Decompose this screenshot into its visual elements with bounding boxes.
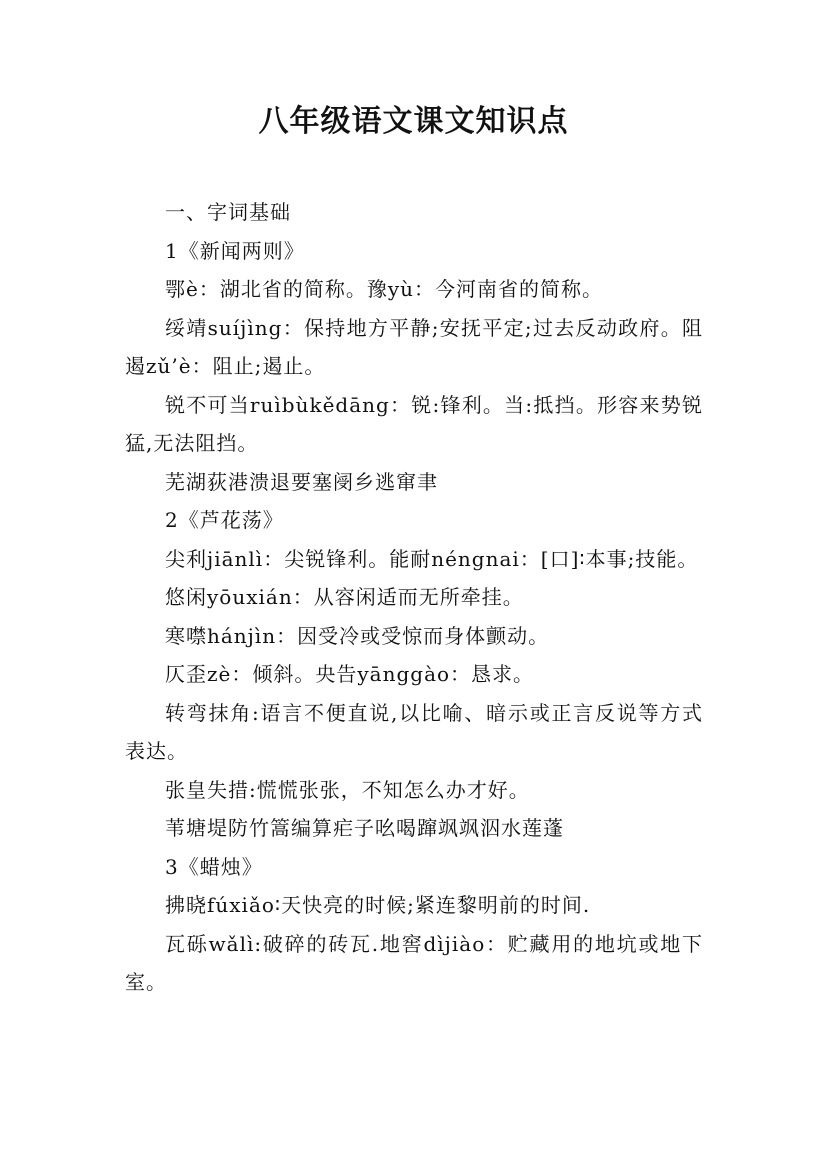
section-heading: 一、字词基础 xyxy=(165,200,291,224)
lesson-heading: 2《芦花荡》 xyxy=(165,508,284,532)
vocab-paragraph: 尖利jiānlì：尖锐锋利。能耐néngnai：[口]∶本事;技能。 xyxy=(165,546,699,571)
vocab-paragraph: 仄歪zè：倾斜。央告yānggào：恳求。 xyxy=(165,662,535,686)
lesson-heading: 1《新闻两则》 xyxy=(165,238,305,263)
vocab-paragraph: 转弯抹角:语言不便直说,以比喻、暗示或正言反说等方式表达。 xyxy=(125,700,703,763)
vocab-paragraph: 鄂è：湖北省的简称。豫yù：今河南省的简称。 xyxy=(165,277,604,301)
vocab-paragraph: 瓦砾wǎlì:破碎的砖瓦.地窖dìjiào：贮藏用的地坑或地下室。 xyxy=(125,931,703,994)
vocab-paragraph: 绥靖suíjìng：保持地方平静;安抚平定;过去反动政府。阻遏zǔ’è：阻止;遏止。 xyxy=(125,315,703,378)
vocab-paragraph: 张皇失措:慌慌张张，不知怎么办才好。 xyxy=(165,777,530,802)
document-body xyxy=(125,193,703,1002)
vocab-paragraph: 拂晓fúxiǎo∶天快亮的时候;紧连黎明前的时间. xyxy=(165,893,591,917)
vocab-paragraph: 悠闲yōuxián：从容闲适而无所牵挂。 xyxy=(165,585,524,609)
vocab-paragraph: 寒噤hánjìn：因受冷或受惊而身体颤动。 xyxy=(165,623,550,648)
vocab-paragraph: 锐不可当ruìbùkědāng：锐:锋利。当:抵挡。形容来势锐猛,无法阻挡。 xyxy=(125,392,703,455)
character-list: 芜湖荻港溃退要塞阌乡逃窜聿 xyxy=(165,469,438,494)
lesson-heading: 3《蜡烛》 xyxy=(165,854,263,879)
document-title: 八年级语文课文知识点 xyxy=(258,104,569,139)
character-list: 苇塘堤防竹篙编算疟子吆喝蹿飒飒泅水莲蓬 xyxy=(165,816,564,840)
